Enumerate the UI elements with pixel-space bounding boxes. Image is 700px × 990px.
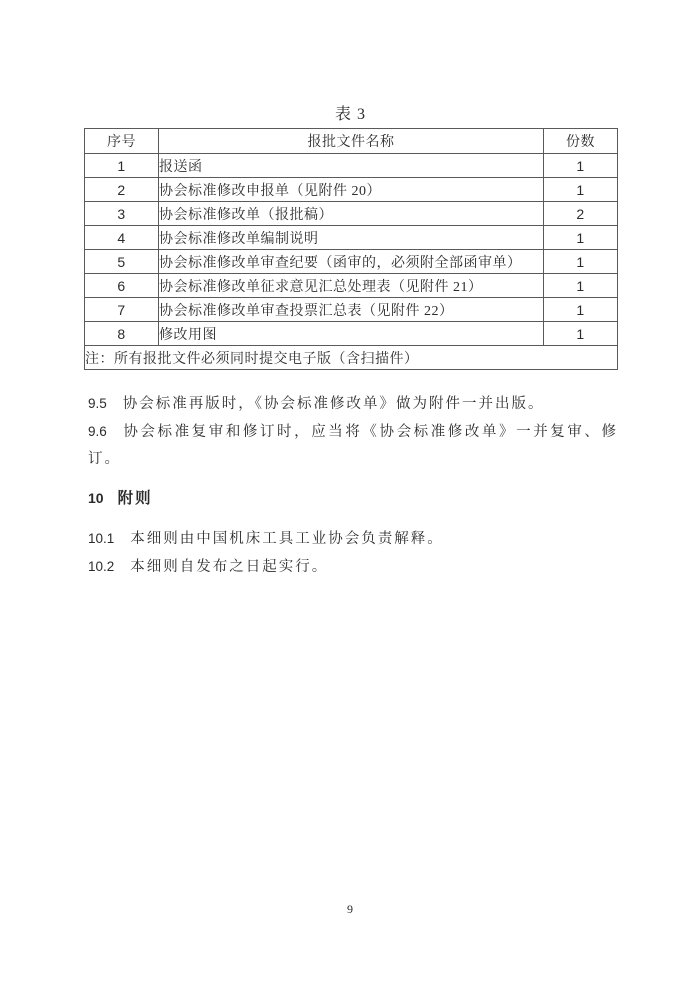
row-no: 1 bbox=[85, 154, 159, 178]
row-name: 协会标准修改单（报批稿） bbox=[159, 202, 544, 226]
row-copies: 2 bbox=[544, 202, 618, 226]
row-no: 4 bbox=[85, 226, 159, 250]
page-number: 9 bbox=[347, 902, 353, 916]
row-copies: 1 bbox=[544, 154, 618, 178]
row-no: 2 bbox=[85, 178, 159, 202]
section-10-heading bbox=[88, 485, 618, 512]
table-header-row bbox=[85, 129, 618, 154]
row-copies: 1 bbox=[544, 274, 618, 298]
row-name: 协会标准修改单征求意见汇总处理表（见附件 21） bbox=[159, 274, 544, 298]
row-copies: 1 bbox=[544, 226, 618, 250]
row-no: 7 bbox=[85, 298, 159, 322]
body-text bbox=[88, 390, 618, 581]
table-note: 注：所有报批文件必须同时提交电子版（含扫描件） bbox=[85, 346, 618, 370]
table-row bbox=[85, 298, 618, 322]
col-header-copies: 份数 bbox=[544, 129, 618, 154]
row-copies: 1 bbox=[544, 322, 618, 346]
row-no: 5 bbox=[85, 250, 159, 274]
row-name: 协会标准修改单编制说明 bbox=[159, 226, 544, 250]
table-row bbox=[85, 202, 618, 226]
table-row bbox=[85, 274, 618, 298]
section-title: 附则 bbox=[117, 490, 153, 507]
section-10-1 bbox=[88, 525, 618, 553]
table-row bbox=[85, 178, 618, 202]
section-number: 10.1 bbox=[88, 531, 115, 546]
row-copies: 1 bbox=[544, 250, 618, 274]
table-row bbox=[85, 154, 618, 178]
row-name: 报送函 bbox=[159, 154, 544, 178]
table-note-row bbox=[85, 346, 618, 370]
section-9-6 bbox=[88, 418, 618, 473]
row-copies: 1 bbox=[544, 298, 618, 322]
approval-documents-table bbox=[84, 128, 618, 370]
section-number: 10.2 bbox=[88, 559, 115, 574]
section-text: 本细则由中国机床工具工业协会负责解释。 bbox=[130, 531, 444, 547]
col-header-name: 报批文件名称 bbox=[159, 129, 544, 154]
row-name: 协会标准修改单审查投票汇总表（见附件 22） bbox=[159, 298, 544, 322]
section-text: 本细则自发布之日起实行。 bbox=[130, 559, 329, 575]
row-no: 6 bbox=[85, 274, 159, 298]
row-name: 协会标准修改单审查纪要（函审的，必须附全部函审单） bbox=[159, 250, 544, 274]
section-number: 10 bbox=[88, 490, 104, 506]
row-copies: 1 bbox=[544, 178, 618, 202]
section-9-5 bbox=[88, 390, 618, 418]
table-row bbox=[85, 250, 618, 274]
table-caption: 表 3 bbox=[334, 106, 366, 123]
col-header-no: 序号 bbox=[85, 129, 159, 154]
row-no: 3 bbox=[85, 202, 159, 226]
section-number: 9.6 bbox=[88, 424, 107, 439]
row-name: 协会标准修改申报单（见附件 20） bbox=[159, 178, 544, 202]
section-text: 协会标准再版时，《协会标准修改单》做为附件一并出版。 bbox=[122, 396, 545, 412]
section-number: 9.5 bbox=[88, 396, 107, 411]
section-10-2 bbox=[88, 553, 618, 581]
row-name: 修改用图 bbox=[159, 322, 544, 346]
table-row bbox=[85, 322, 618, 346]
table-row bbox=[85, 226, 618, 250]
section-text: 协会标准复审和修订时，应当将《协会标准修改单》一并复审、修订。 bbox=[88, 424, 618, 467]
row-no: 8 bbox=[85, 322, 159, 346]
